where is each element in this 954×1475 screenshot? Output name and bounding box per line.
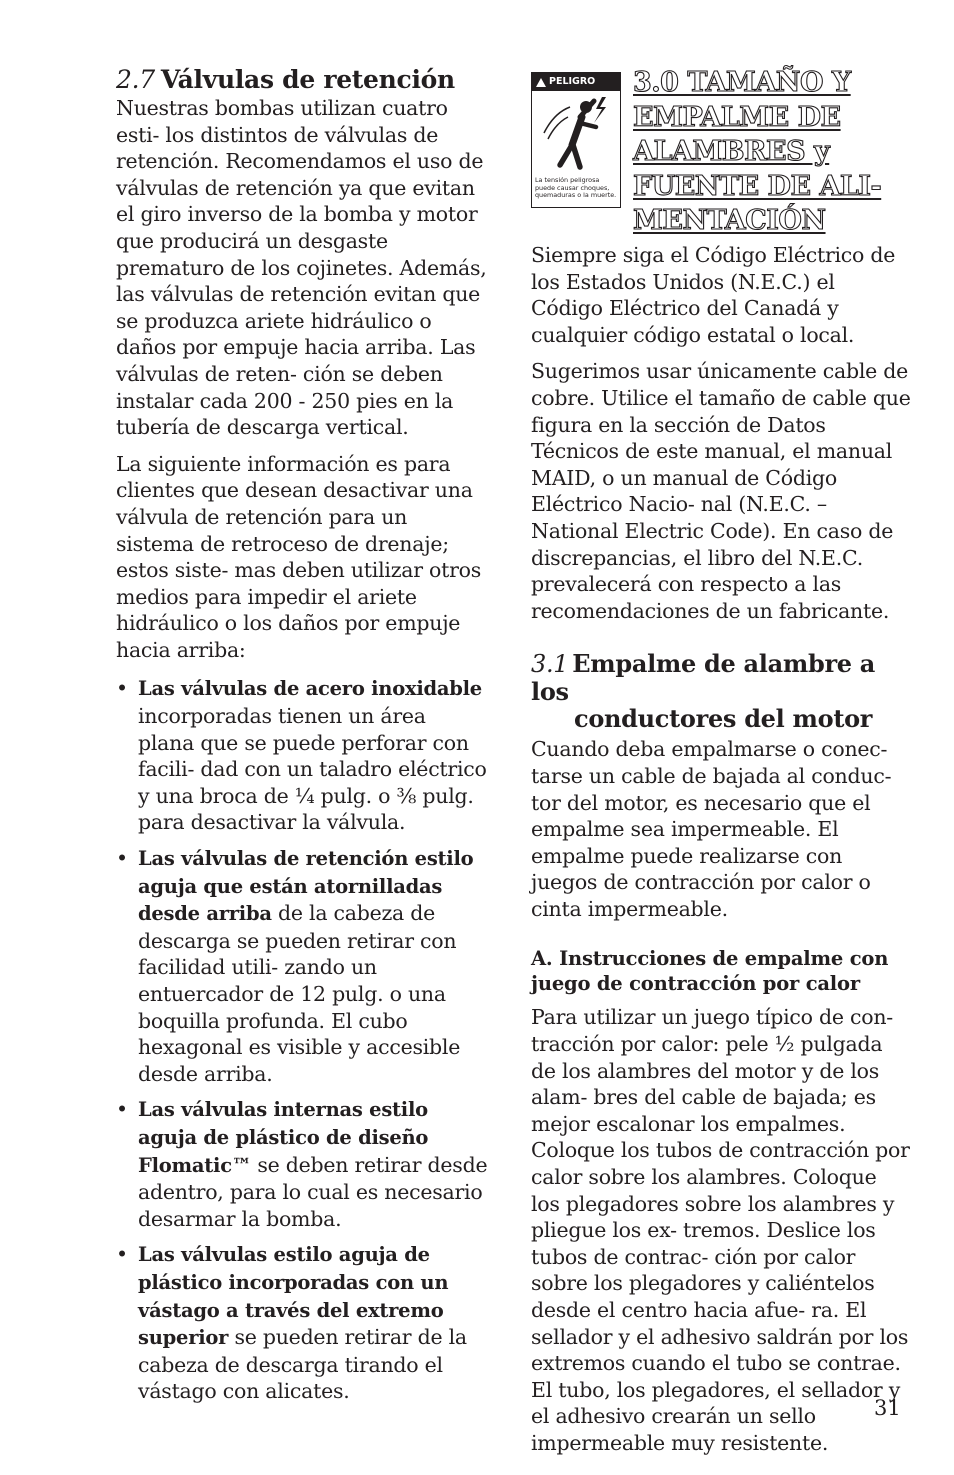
list-item-bold: Las válvulas estilo aguja de plástico incorporadas con un vástago a través del extremo superior — [138, 1243, 449, 1350]
warning-header — [532, 73, 620, 91]
warning-triangle-icon — [536, 78, 546, 87]
warning-text: La tensión peligrosa puede causar choques, quemaduras o la muerte. — [535, 176, 617, 200]
left-column — [116, 66, 488, 1414]
bullet-icon: • — [116, 1097, 129, 1122]
section-heading-2-7 — [116, 66, 488, 94]
section-title-line1: Empalme de alambre a los — [531, 649, 876, 707]
drainback-paragraph: La siguiente información es para clientes que desean desactivar una válvula de retención para un sistema de retroceso de drenaje; estos siste- mas deben utilizar otros medios para impedir el ariete hidráulico o los daños por empuje hacia arriba: — [116, 451, 482, 662]
danger-warning-label — [531, 72, 621, 208]
list-item — [116, 845, 488, 1087]
section-3-0-title: 3.0 TAMAÑO Y EMPALME DE ALAMBRES y FUENTE DE ALI- MENTACIÓN — [633, 67, 882, 236]
list-item-bold: Las válvulas internas estilo aguja de plástico de diseño Flomatic™ — [138, 1098, 429, 1177]
list-item-text: de la cabeza de descarga se pueden retirar con facilidad utili- zando un entuercador de 12 pulg. o una boquilla profunda. El cubo hexagonal es visible y accesible desde arriba. — [138, 901, 461, 1086]
section-heading-3-1 — [531, 650, 911, 732]
section-title-line2: conductores del motor — [574, 704, 873, 734]
section-number: 3.1 — [531, 650, 569, 679]
list-item-bold: Las válvulas de retención estilo aguja que están atornilladas desde arriba — [138, 847, 474, 926]
list-item — [116, 675, 488, 836]
heat-shrink-paragraph: Para utilizar un juego típico de con- tracción por calor: pele ½ pulgada de los alambres del motor y de los alam- bres del cable de bajada; es mejor escalonar los empalmes. Coloque los tubos de contracción por calor sobre los alambres. Coloque los plegadores sobre los alambres y pliegue los ex- tremos. Deslice los tubos de contrac- ción por calor sobre los plegadores y caliéntelos desde el centro hacia afue- ra. El sellador y el adhesivo saldrán por los extremos cuando el tubo se contrae. El tubo, los plegadores, el sellador y el adhesivo crearán un sello impermeable muy resistente. — [531, 1005, 910, 1455]
list-item-text: incorporadas tienen un área plana que se puede perforar con facili- dad con un taladro eléctrico y una broca de ¼ pulg. o ⅜ pulg. para desactivar la válvula. — [138, 704, 487, 835]
subsection-heading-a: A. Instrucciones de empalme con juego de contracción por calor — [531, 947, 889, 996]
check-valves-paragraph: Nuestras bombas utilizan cuatro esti- los distintos de válvulas de retención. Recomendamos el uso de válvulas de retención ya que evitan el giro inverso de la bomba y motor que producirá un desgaste prematuro de los cojinetes. Además, las válvulas de retención evitan que se produzca ariete hidráulico o daños por empuje hacia arriba. Las válvulas de reten- ción se deben instalar cada 200 - 250 pies en la tubería de descarga vertical. — [116, 96, 487, 440]
right-column — [531, 66, 911, 1457]
bullet-icon: • — [116, 846, 129, 871]
valve-types-list — [116, 675, 488, 1404]
bullet-icon: • — [116, 1242, 129, 1267]
page-number: 31 — [874, 1396, 901, 1420]
list-item-bold: Las válvulas de acero inoxidable — [138, 677, 482, 701]
warning-label-text: PELIGRO — [549, 76, 596, 87]
list-item — [116, 1241, 488, 1405]
bullet-icon: • — [116, 676, 129, 701]
list-item-text: se pueden retirar de la cabeza de descarga tirando el vástago con alicates. — [138, 1325, 467, 1404]
electrical-code-paragraph: Siempre siga el Código Eléctrico de los Estados Unidos (N.E.C.) el Código Eléctrico del Canadá y cualquier código estatal o local. — [531, 243, 896, 347]
section-number: 2.7 — [116, 65, 155, 94]
list-item-text: se deben retirar desde adentro, para lo cual es necesario desarmar la bomba. — [138, 1152, 488, 1231]
section-title: Válvulas de retención — [160, 65, 455, 94]
splice-paragraph: Cuando deba empalmarse o conec- tarse un cable de bajada al conduc- tor del motor, es necesario que el empalme sea impermeable. El empalme puede realizarse con juegos de contracción por calor o cinta impermeable. — [531, 737, 892, 921]
section-3-header — [531, 66, 911, 242]
list-item — [116, 1096, 488, 1232]
copper-cable-paragraph: Sugerimos usar únicamente cable de cobre. Utilice el tamaño de cable que figura en la sección de Datos Técnicos de este manual, el manual MAID, o un manual de Código Eléctrico Nacio- nal (N.E.C. – National Electric Code). En caso de discrepancias, el libro del N.E.C. prevalecerá con respecto a las recomendaciones de un fabricante. — [531, 359, 911, 623]
electric-shock-icon — [536, 93, 616, 175]
